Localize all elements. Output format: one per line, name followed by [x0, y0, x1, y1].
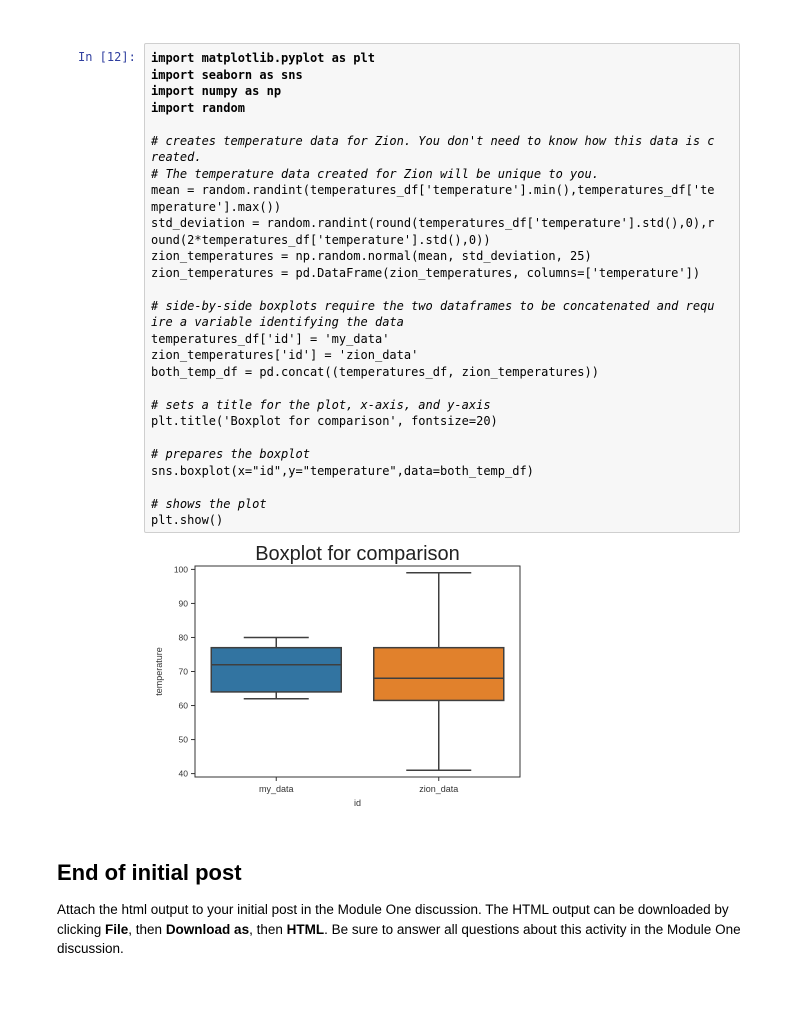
- code-line: plt.show(): [151, 513, 224, 527]
- x-tick-label: my_data: [258, 784, 294, 794]
- code-cell[interactable]: [144, 43, 740, 533]
- code-line: plt.title('Boxplot for comparison', fontsize=20): [151, 414, 498, 428]
- code-line: mean = random.randint(temperatures_df['temperature'].min(),temperatures_df['te: [151, 183, 715, 197]
- code-line: import matplotlib.pyplot as plt: [151, 51, 375, 65]
- code-line: reated.: [151, 150, 202, 164]
- box-zion_data: [374, 648, 504, 701]
- x-tick-label: zion_data: [419, 784, 459, 794]
- cell-prompt: In [12]:: [78, 50, 136, 64]
- y-tick-label: 40: [178, 768, 188, 779]
- code-line: zion_temperatures['id'] = 'zion_data': [151, 348, 419, 362]
- code-line: temperatures_df['id'] = 'my_data': [151, 331, 390, 346]
- code-line: [151, 380, 715, 397]
- code-line: [151, 281, 715, 298]
- code-line: # sets a title for the plot, x-axis, and y-axis: [151, 397, 491, 412]
- code-line: [151, 116, 715, 133]
- download-as-ref: Download as: [165, 921, 250, 937]
- code-editor[interactable]: [151, 50, 715, 529]
- code-line: [151, 479, 715, 496]
- y-tick-label: 90: [178, 598, 188, 609]
- code-line: import seaborn as sns: [151, 67, 303, 82]
- code-line: # shows the plot: [151, 496, 267, 511]
- code-line: sns.boxplot(x="id",y="temperature",data=both_temp_df): [151, 463, 534, 478]
- y-axis-label: temperature: [154, 647, 164, 696]
- file-menu-ref: File: [105, 921, 129, 937]
- code-line: [151, 430, 715, 447]
- code-line: import numpy as np: [151, 84, 282, 98]
- code-line: # prepares the boxplot: [151, 447, 310, 461]
- code-line: # side-by-side boxplots require the two dataframes to be concatenated and requ: [151, 298, 715, 313]
- markdown-cell: [57, 860, 747, 959]
- code-line: both_temp_df = pd.concat((temperatures_df, zion_temperatures)): [151, 364, 599, 379]
- y-tick-label: 50: [178, 734, 188, 745]
- section-heading: End of initial post: [57, 860, 242, 885]
- boxplot-chart: [144, 540, 524, 830]
- code-line: std_deviation = random.randint(round(temperatures_df['temperature'].std(),0),r: [151, 216, 715, 230]
- y-tick-label: 70: [178, 666, 188, 677]
- cell-output: [144, 540, 524, 830]
- code-line: ound(2*temperatures_df['temperature'].std(),0)): [151, 232, 491, 247]
- code-line: # The temperature data created for Zion will be unique to you.: [151, 166, 599, 181]
- code-line: import random: [151, 100, 245, 115]
- code-line: # creates temperature data for Zion. You don't need to know how this data is c: [151, 133, 715, 148]
- code-line: mperature'].max()): [151, 199, 282, 214]
- y-tick-label: 80: [178, 632, 188, 643]
- code-line: zion_temperatures = np.random.normal(mean, std_deviation, 25): [151, 249, 592, 263]
- chart-title: Boxplot for comparison: [255, 543, 460, 565]
- instructions-paragraph: Attach the html output to your initial post in the Module One discussion. The HTML output can be downloaded by clicking File, then Download as, then HTML. Be sure to answer all questions about this activity in the Module One discussion.: [57, 902, 741, 956]
- y-tick-label: 60: [178, 700, 188, 711]
- code-line: zion_temperatures = pd.DataFrame(zion_temperatures, columns=['temperature']): [151, 265, 701, 280]
- code-line: ire a variable identifying the data: [151, 315, 404, 329]
- y-tick-label: 100: [173, 564, 188, 575]
- html-ref: HTML: [286, 921, 325, 937]
- box-my_data: [211, 648, 341, 692]
- x-axis-label: id: [353, 798, 362, 808]
